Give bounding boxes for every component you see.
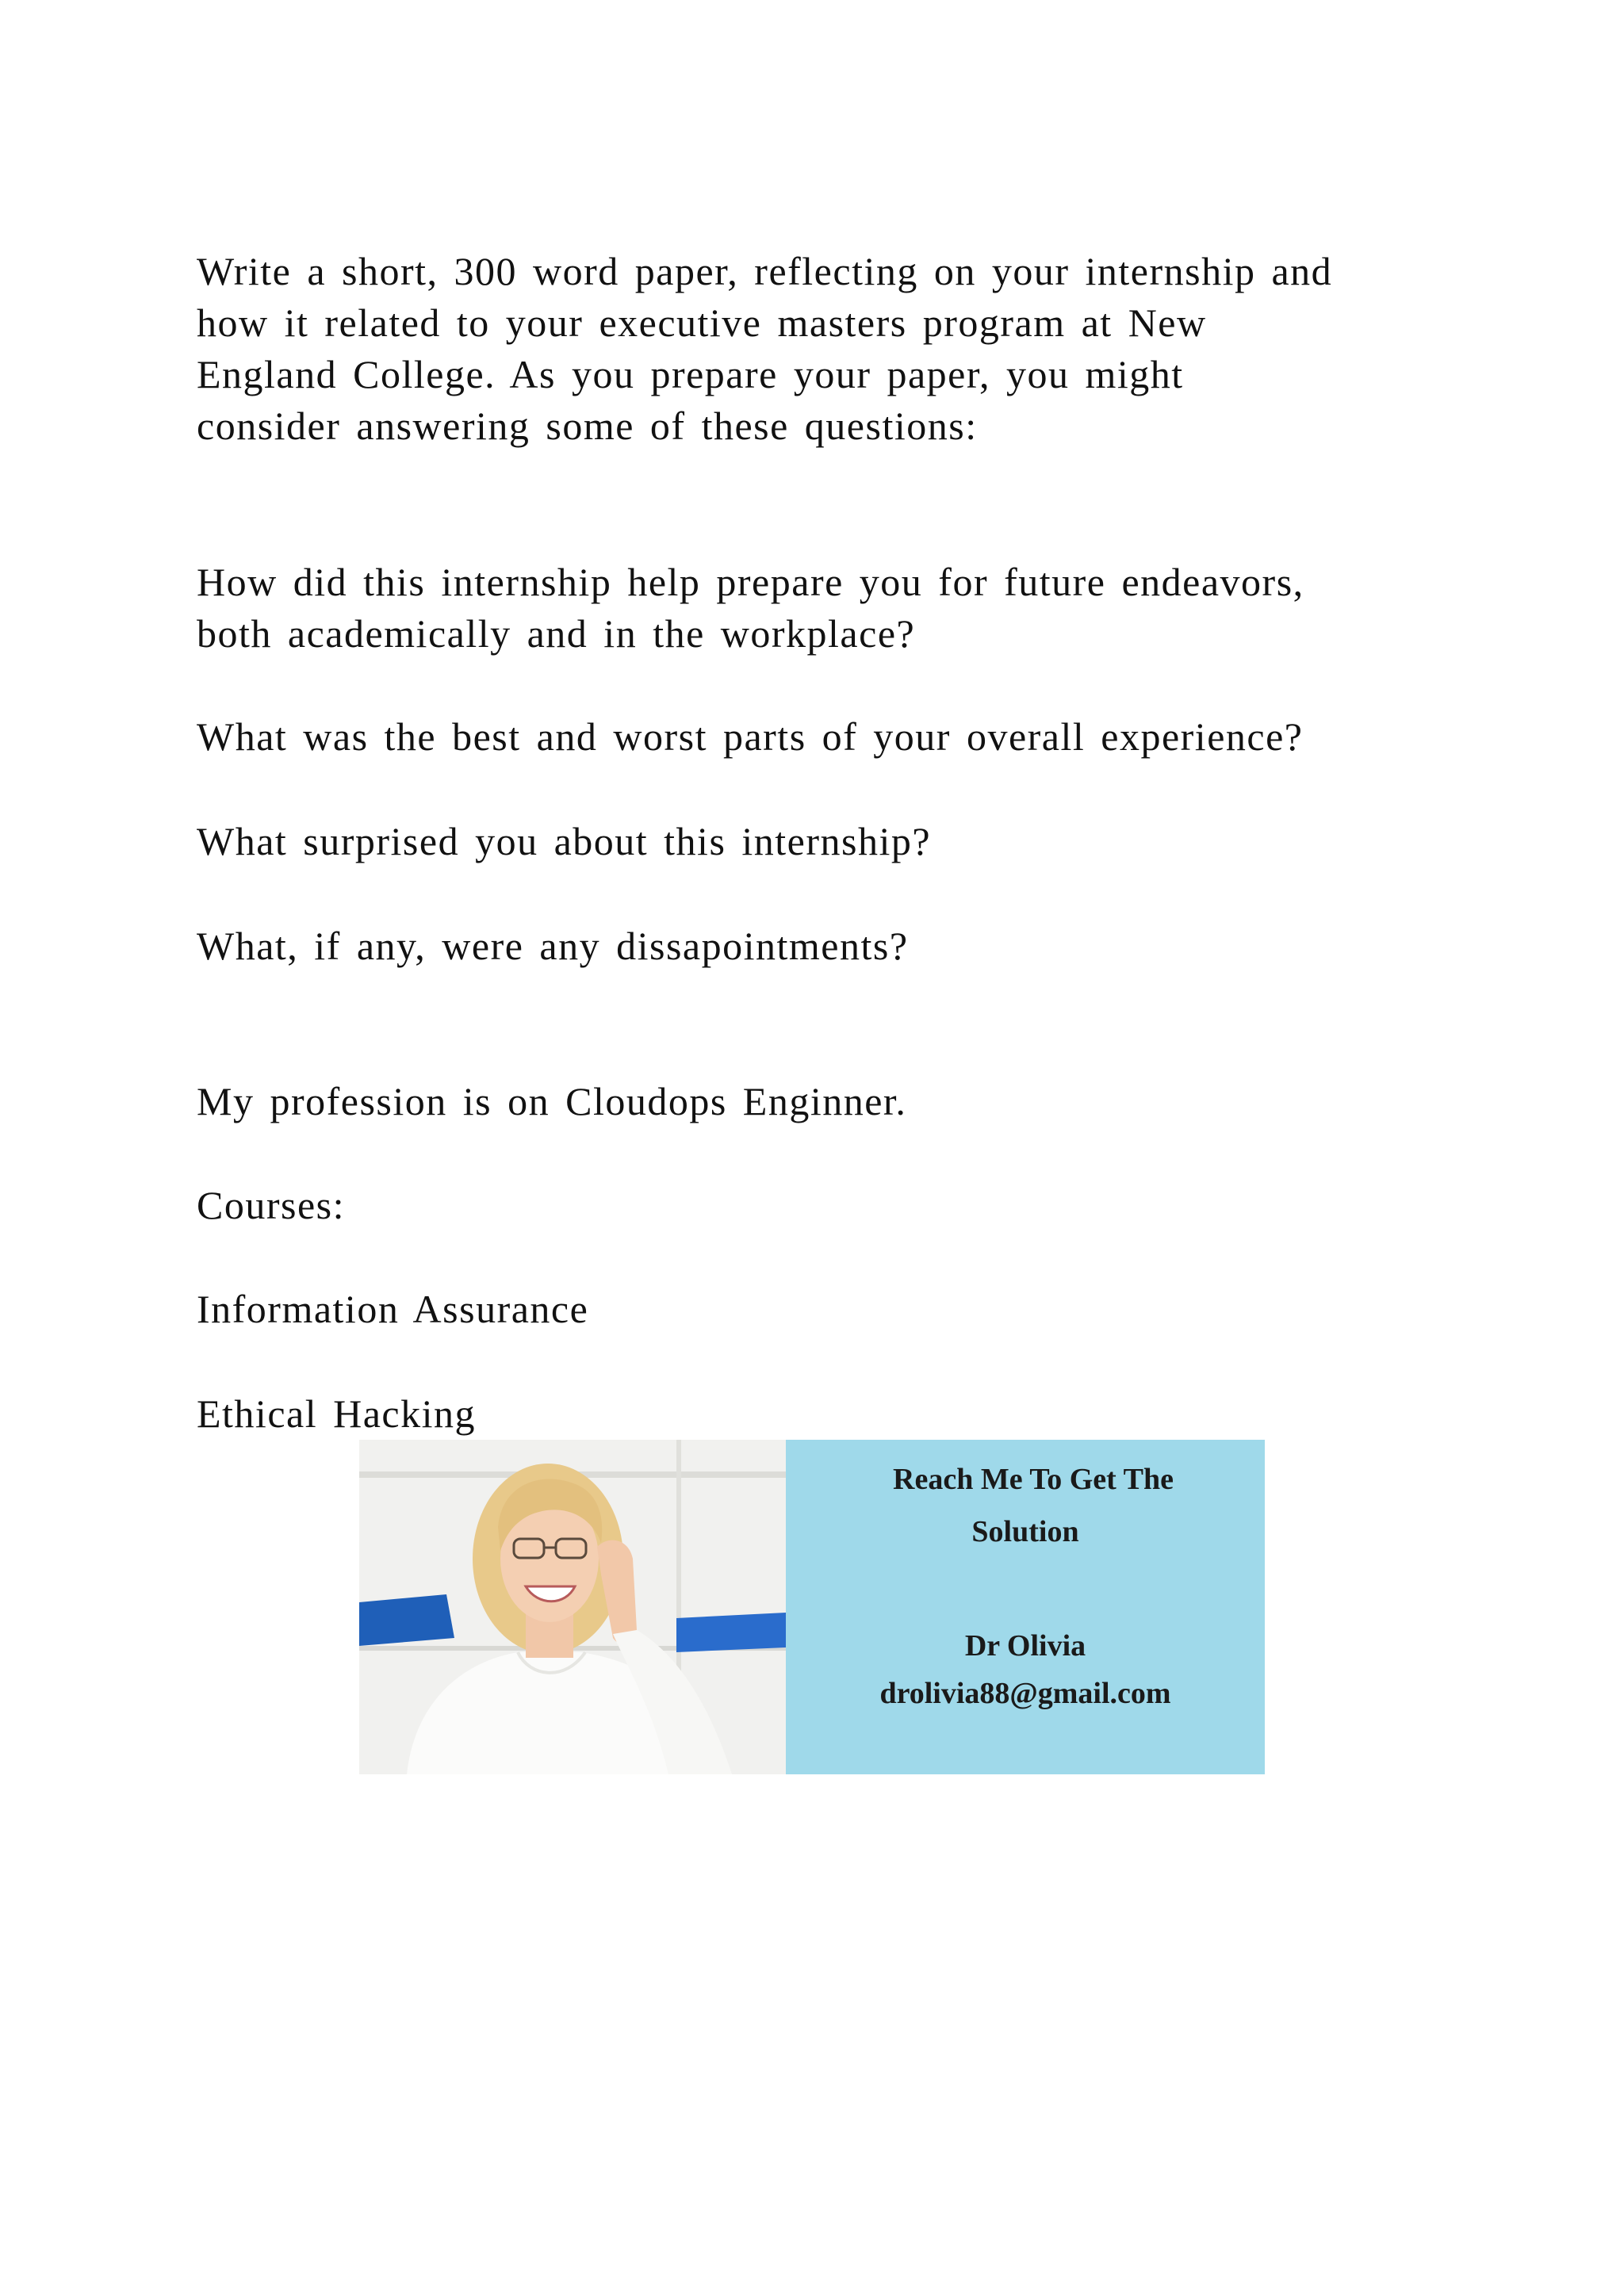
text-line: What surprised you about this internship?: [197, 819, 932, 863]
contact-email: drolivia88@gmail.com: [879, 1677, 1171, 1710]
woman-photo: [359, 1440, 786, 1774]
text-line: What was the best and worst parts of your overall experience?: [197, 714, 1304, 759]
course-ethical-hacking: [197, 1388, 476, 1440]
contact-panel: [786, 1440, 1265, 1774]
text-line: What, if any, were any dissapointments?: [197, 924, 909, 968]
course-information-assurance: [197, 1284, 588, 1335]
woman-photo-illustration: [359, 1440, 786, 1774]
text-line: both academically and in the workplace?: [197, 611, 916, 656]
question-best-worst: [197, 711, 1303, 763]
instructions-paragraph: [197, 246, 1332, 452]
question-prepare: [197, 557, 1304, 660]
text-line: Ethical Hacking: [197, 1391, 476, 1436]
text-line: Information Assurance: [197, 1287, 589, 1331]
profession-statement: [197, 1076, 906, 1127]
courses-heading: [197, 1180, 345, 1231]
text-line: Write a short, 300 word paper, reflecting on your internship and: [197, 249, 1333, 293]
text-line: England College. As you prepare your paper, you might: [197, 352, 1184, 396]
text-line: My profession is on Cloudops Enginner.: [197, 1079, 907, 1123]
ad-headline-line1: Reach Me To Get The: [893, 1463, 1174, 1496]
text-line: consider answering some of these questions:: [197, 404, 978, 448]
text-line: how it related to your executive masters program at New: [197, 300, 1207, 345]
text-line: Courses:: [197, 1183, 345, 1227]
question-surprised: [197, 816, 931, 867]
contact-ad-banner: [359, 1440, 1265, 1774]
ad-headline-line2: Solution: [971, 1515, 1079, 1548]
question-disappointments: [197, 920, 909, 972]
contact-name: Dr Olivia: [964, 1629, 1086, 1663]
text-line: How did this internship help prepare you for future endeavors,: [197, 560, 1304, 604]
